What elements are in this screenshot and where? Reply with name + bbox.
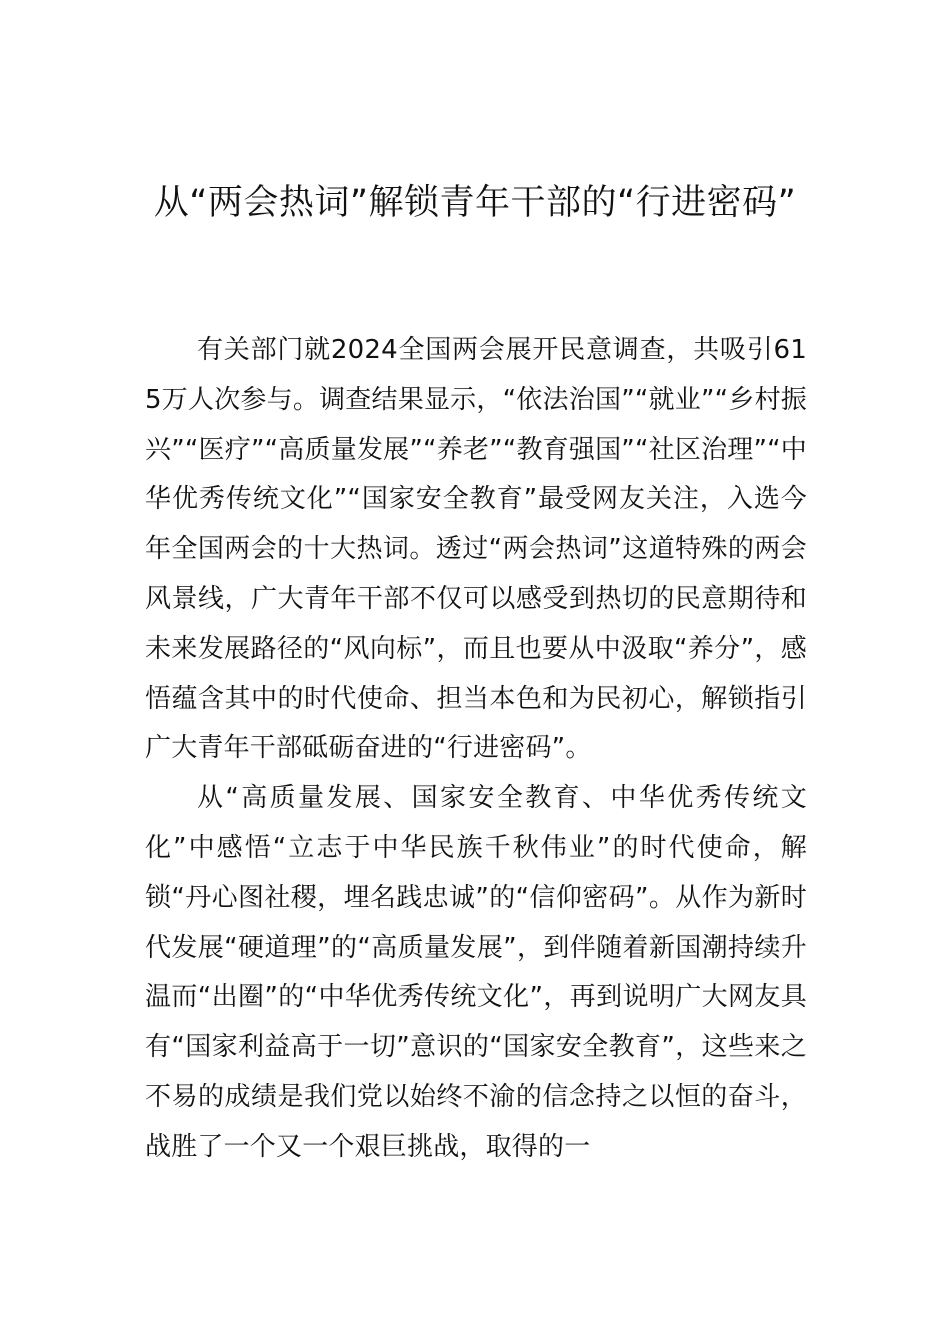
document-body — [145, 326, 807, 1173]
document-title: 从“两会热词”解锁青年干部的“行进密码” — [153, 183, 797, 223]
paragraph-2: 从“高质量发展、国家安全教育、中华优秀传统文化”中感悟“立志于中华民族千秋伟业”的时代使命，解锁“丹心图社稷，埋名践忠诚”的“信仰密码”。从作为新时代发展“硬道理”的“高质量发展”，到伴随着新国潮持续升温而“出圈”的“中华优秀传统文化”，再到说明广大网友具有“国家利益高于一切”意识的“国家安全教育”，这些来之不易的成绩是我们党以始终不渝的信念持之以恒的奋斗，战胜了一个又一个艰巨挑战，取得的一 — [145, 783, 807, 1162]
paragraph-1: 有关部门就2024全国两会展开民意调查，共吸引615万人次参与。调查结果显示，“依法治国”“就业”“乡村振兴”“医疗”“高质量发展”“养老”“教育强国”“社区治理”“中华优秀传统文化”“国家安全教育”最受网友关注，入选今年全国两会的十大热词。透过“两会热词”这道特殊的两会风景线，广大青年干部不仅可以感受到热切的民意期待和未来发展路径的“风向标”，而且也要从中汲取“养分”，感悟蕴含其中的时代使命、担当本色和为民初心，解锁指引广大青年干部砥砺奋进的“行进密码”。 — [145, 335, 807, 764]
